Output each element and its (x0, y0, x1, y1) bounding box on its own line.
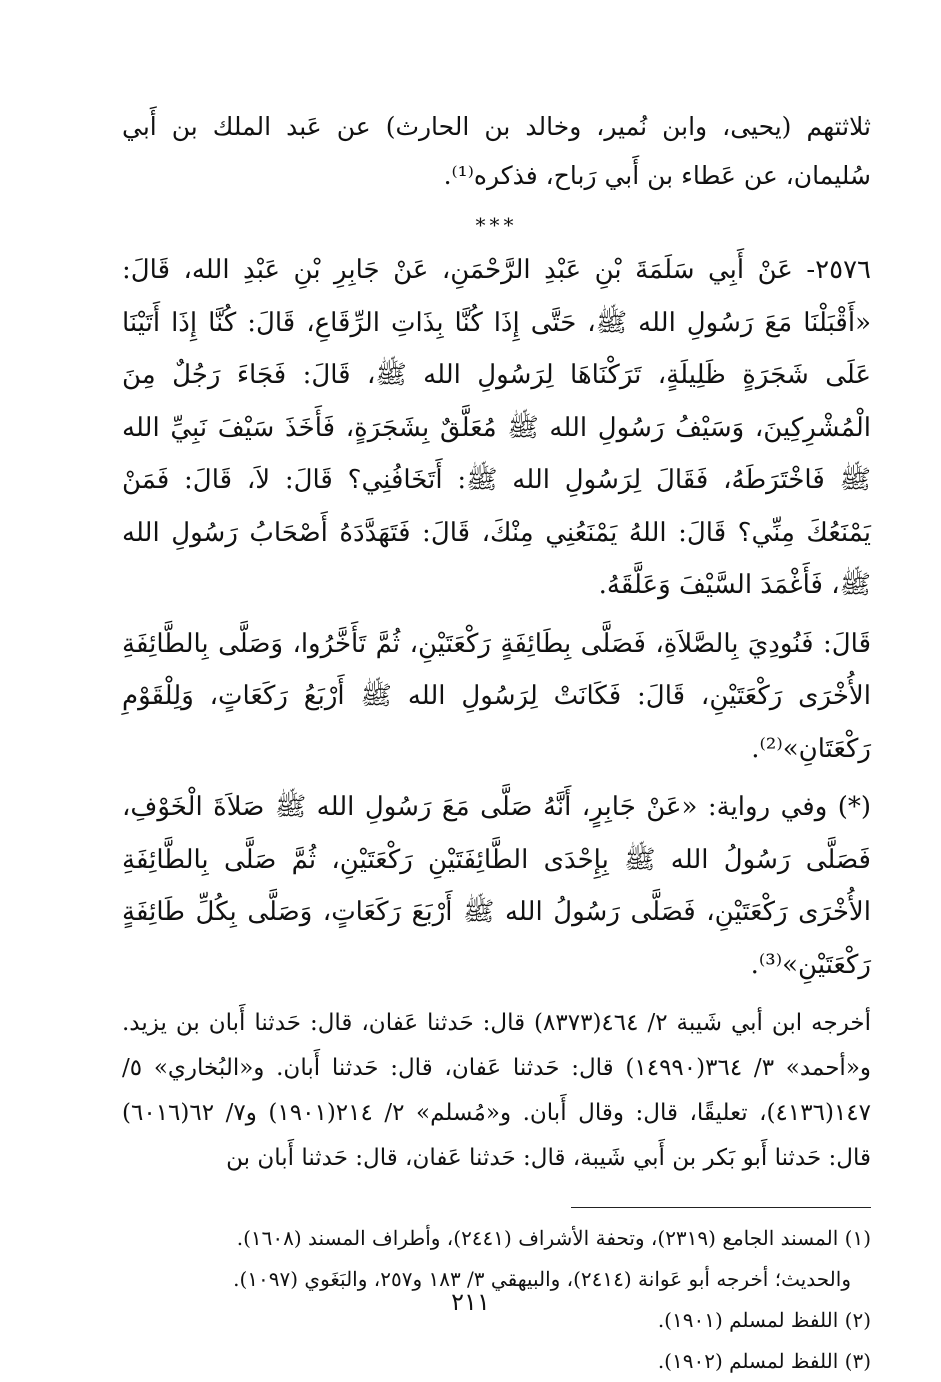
hadith-paragraph-2: قَالَ: فَنُودِيَ بِالصَّلاَةِ، فَصَلَّى بِطَائِفَةٍ رَكْعَتَيْنِ، ثُمَّ تَأَخَّرُوا، وَصَلَّى بِالطَّائِفَةِ الأُخْرَى رَكْعَتَيْنِ، قَالَ: فَكَانَتْ لِرَسُولِ الله ﷺ أَرْبَعُ رَكَعَاتٍ، وَلِلْقَوْمِ رَكْعَتَانِ»⁽²⁾. (122, 628, 871, 764)
page-number: ٢١١ (451, 1288, 490, 1316)
footnote-3: (٣) اللفظ لمسلم (١٩٠٢). (657, 1349, 871, 1373)
section-separator: *** (475, 213, 518, 237)
footnote-divider (571, 1207, 871, 1208)
hadith-riwaya-paragraph: (*) وفي رواية: «عَنْ جَابِرٍ، أَنَّهُ صَلَّى مَعَ رَسُولِ الله ﷺ صَلاَةَ الْخَوْفِ، فَصَلَّى رَسُولُ الله ﷺ بِإِحْدَى الطَّائِفَتَيْنِ رَكْعَتَيْنِ، ثُمَّ صَلَّى بِالطَّائِفَةِ الأُخْرَى رَكْعَتَيْنِ، فَصَلَّى رَسُولُ الله ﷺ أَرْبَعَ رَكَعَاتٍ، وَصَلَّى بِكُلِّ طَائِفَةٍ رَكْعَتَيْنِ»⁽³⁾. (122, 792, 871, 980)
hadith-body (122, 244, 871, 991)
footnote-1: (١) المسند الجامع (٢٣١٩)، وتحفة الأشراف (٢٤٤١)، وأطراف المسند (١٦٠٨). (236, 1226, 871, 1250)
footnote-1-continuation: والحديث؛ أخرجه أبو عَوانة (٢٤١٤)، والبيهقي ٣/ ١٨٣ و٢٥٧، والبَغَوي (١٠٩٧). (233, 1267, 851, 1291)
intro-paragraph: ثلاثتهم (يحيى، وابن نُمير، وخالد بن الحارث) عن عَبد الملك بن أَبي سُليمان، عن عَطاء بن أَبي رَباح، فذكره⁽¹⁾. (122, 112, 871, 190)
takhrij-paragraph: أخرجه ابن أبي شَيبة ٢/ ٤٦٤(٨٣٧٣) قال: حَدثنا عَفان، قال: حَدثنا أَبان بن يزيد. و«أحمد» ٣/ ٣٦٤(١٤٩٩٠) قال: حَدثنا عَفان، قال: حَدثنا أَبان. و«البُخاري» ٥/ ١٤٧(٤١٣٦)، تعليقًا، قال: وقال أَبان. و«مُسلم» ٢/ ٢١٤(١٩٠١) و٧/ ٦٢(٦٠١٦) قال: حَدثنا أَبو بَكر بن أَبي شَيبة، قال: حَدثنا عَفان، قال: حَدثنا أَبان بن (122, 1010, 872, 1171)
hadith-paragraph-1: ٢٥٧٦- عَنْ أَبِي سَلَمَةَ بْنِ عَبْدِ الرَّحْمَنِ، عَنْ جَابِرِ بْنِ عَبْدِ الله، قَالَ: «أَقْبَلْنَا مَعَ رَسُولِ الله ﷺ، حَتَّى إِذَا كُنَّا بِذَاتِ الرِّقَاعِ، قَالَ: كُنَّا إِذَا أَتَيْنَا عَلَى شَجَرَةٍ ظَلِيلَةٍ، تَرَكْنَاهَا لِرَسُولِ الله ﷺ، قَالَ: فَجَاءَ رَجُلٌ مِنَ الْمُشْرِكِينَ، وَسَيْفُ رَسُولِ الله ﷺ مُعَلَّقٌ بِشَجَرَةٍ، فَأَخَذَ سَيْفَ نَبِيِّ الله ﷺ فَاخْتَرَطَهُ، فَقَالَ لِرَسُولِ الله ﷺ: أَتَخَافُنِي؟ قَالَ: لاَ، قَالَ: فَمَنْ يَمْنَعُكَ مِنِّي؟ قَالَ: اللهُ يَمْنَعُنِي مِنْكَ، قَالَ: فَتَهَدَّدَهُ أَصْحَابُ رَسُولِ الله ﷺ، فَأَغْمَدَ السَّيْفَ وَعَلَّقَهُ. (122, 255, 871, 600)
footnote-2: (٢) اللفظ لمسلم (١٩٠١). (657, 1308, 871, 1332)
